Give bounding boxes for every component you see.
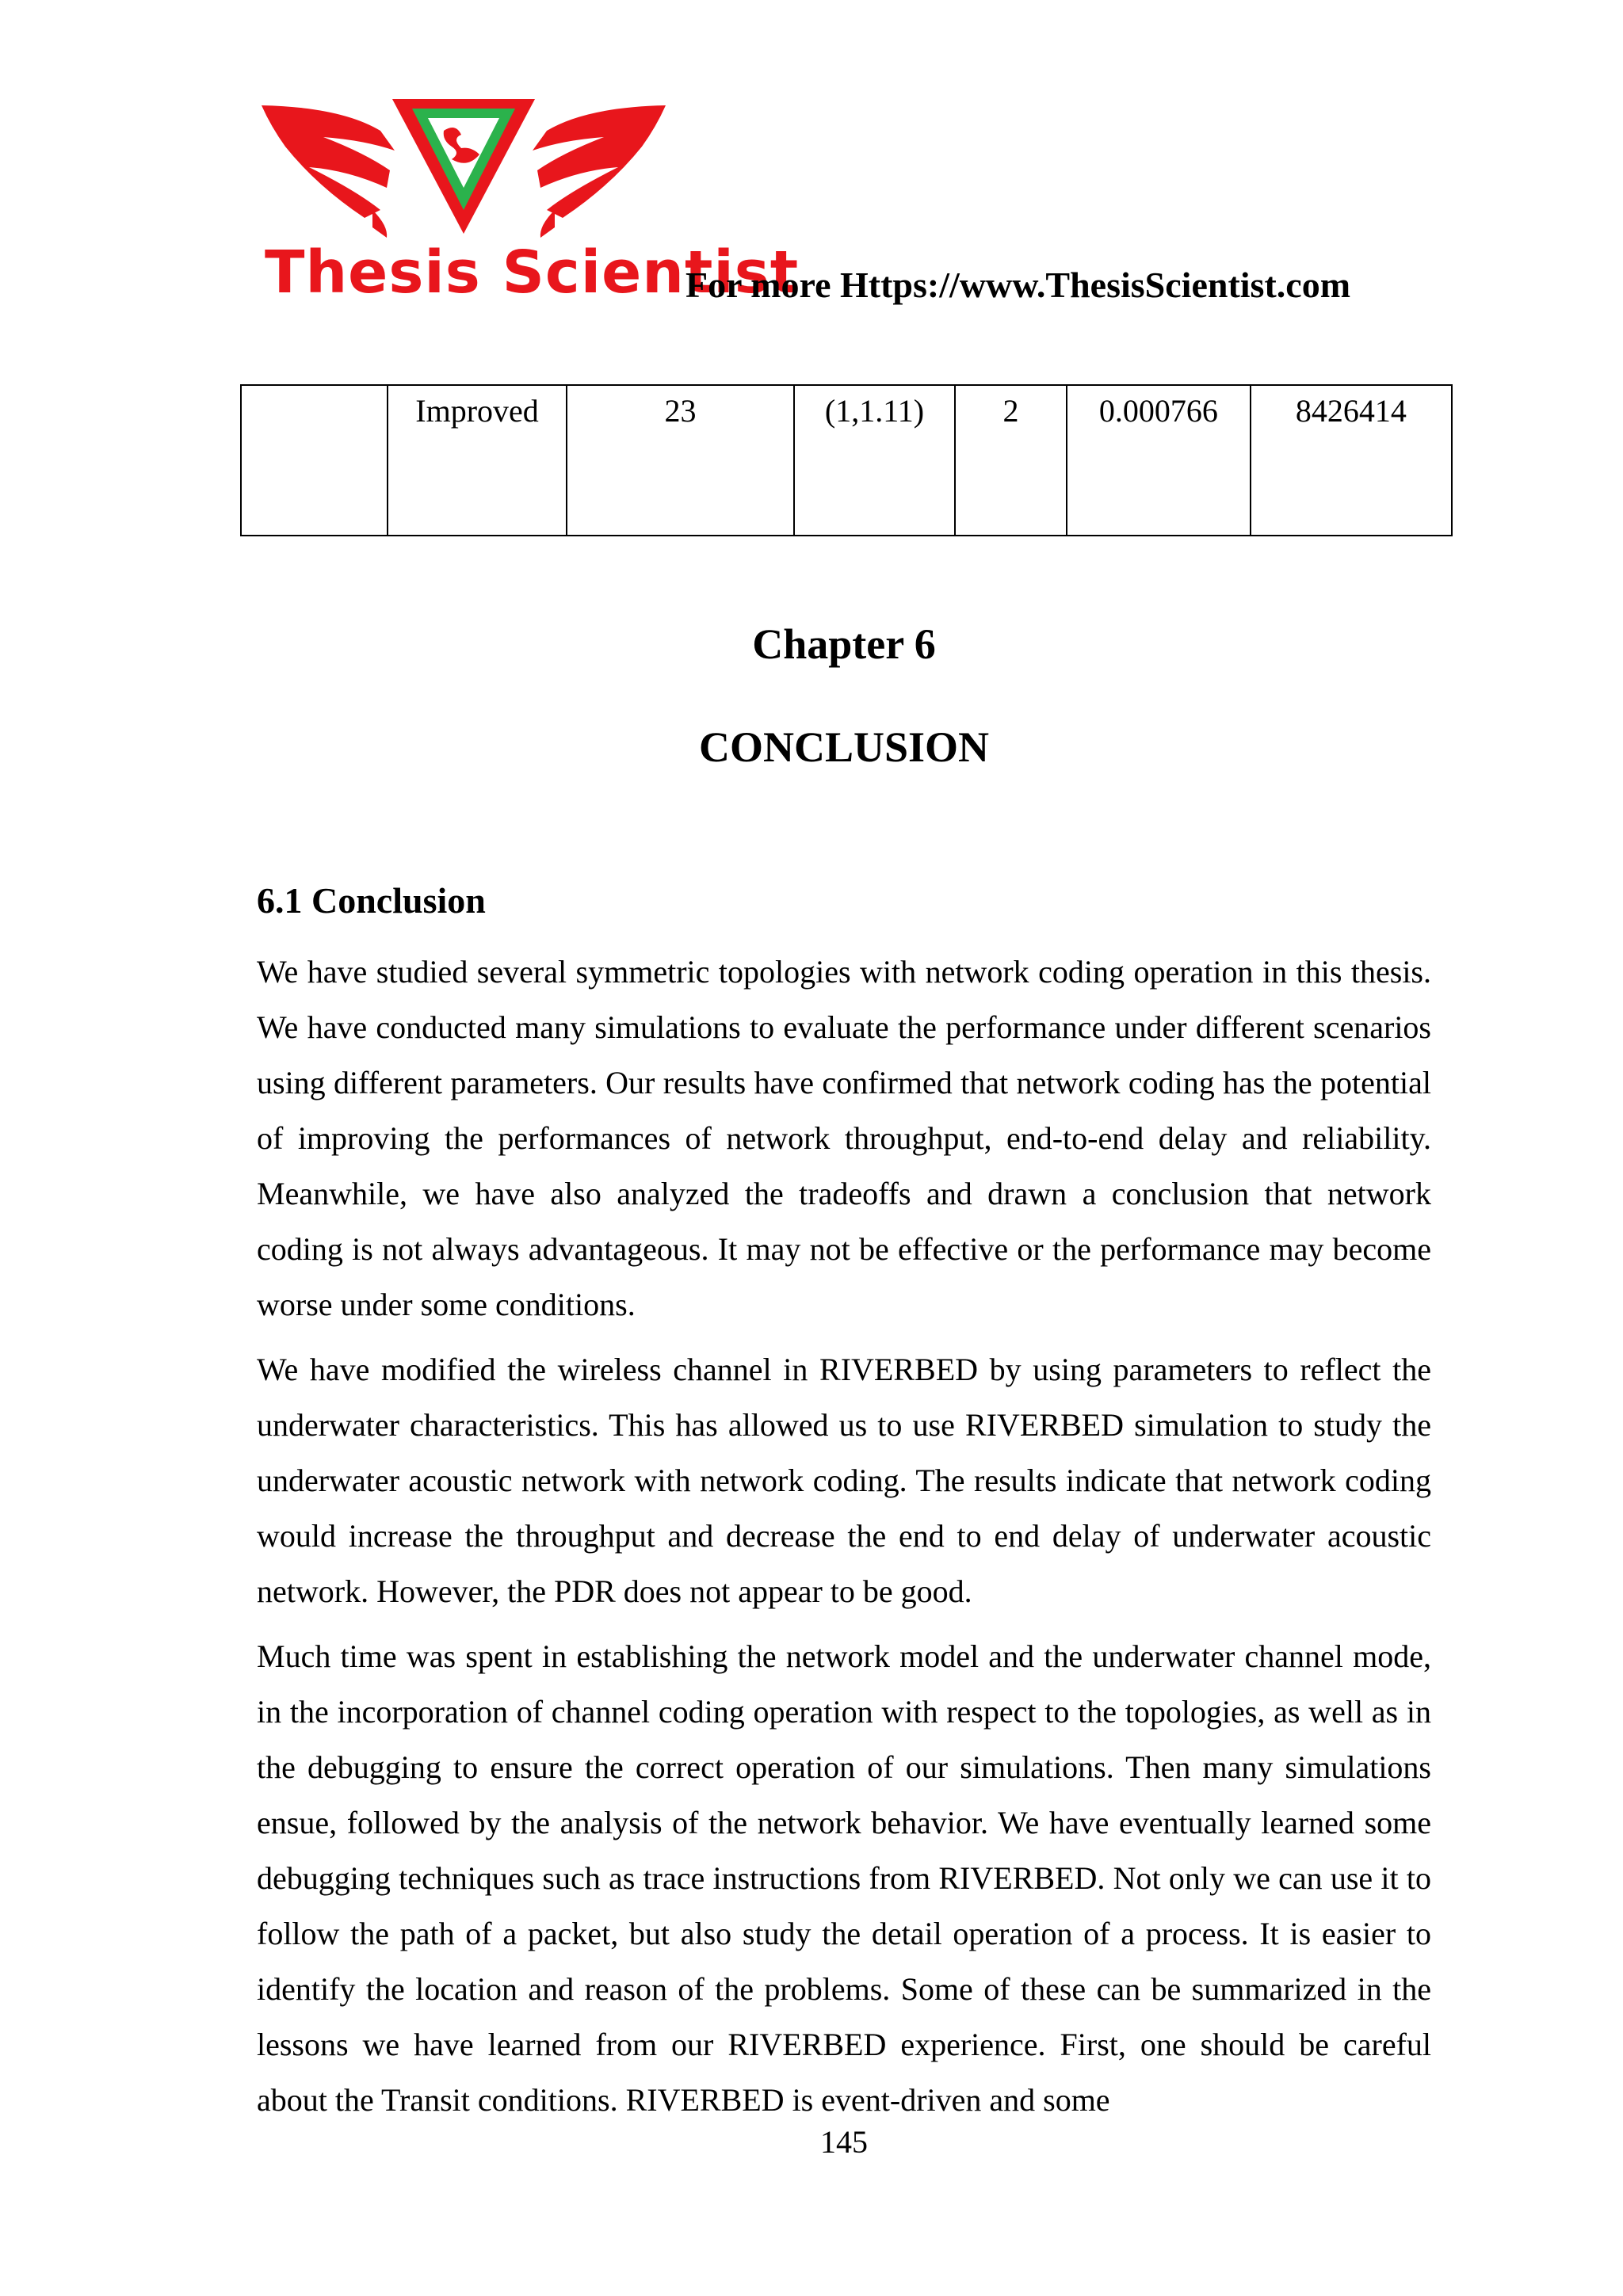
results-table [240,384,1453,536]
table-cell: 8426414 [1251,385,1452,536]
table-row [241,385,1452,536]
chapter-number: Chapter 6 [752,620,936,668]
paragraph: We have studied several symmetric topologies with network coding operation in this thesis. We have conducted many simulations to evaluate the performance under different scenarios using different parameters. Our results have confirmed that network coding has the potential of improving the performances of network throughput, end-to-end delay and reliability. Meanwhile, we have also analyzed the tradeoffs and drawn a conclusion that network coding is not always advantageous. It may not be effective or the performance may become worse under some conditions. [257,954,1431,1322]
logo-emblem-icon [254,91,674,242]
table-cell [241,385,388,536]
table-cell: Improved [388,385,567,536]
page-number: 145 [820,2124,868,2160]
website-link[interactable]: For more Https://www.ThesisScientist.com [685,265,1351,305]
page-header [254,91,1442,313]
paragraph: Much time was spent in establishing the network model and the underwater channel mode, in the incorporation of channel coding operation with respect to the topologies, as well as in the debugging to ensure the correct operation of our simulations. Then many simulations ensue, followed by the analysis of the network behavior. We have eventually learned some debugging techniques such as trace instructions from RIVERBED. Not only we can use it to follow the path of a packet, but also study the detail operation of a process. It is easier to identify the location and reason of the problems. Some of these can be summarized in the lessons we have learned from our RIVERBED experience. First, one should be careful about the Transit conditions. RIVERBED is event-driven and some [257,1638,1431,2118]
chapter-title: CONCLUSION [698,723,990,771]
table-cell: 2 [955,385,1067,536]
thesis-scientist-logo [254,91,800,309]
table-cell: 0.000766 [1067,385,1251,536]
logo-wordmark: Thesis Scientist [265,238,800,307]
body-text [257,944,1431,2138]
table-cell: 23 [567,385,794,536]
paragraph: We have modified the wireless channel in RIVERBED by using parameters to reflect the underwater characteristics. This has allowed us to use RIVERBED simulation to study the underwater acoustic network with network coding. The results indicate that network coding would increase the throughput and decrease the end to end delay of underwater acoustic network. However, the PDR does not appear to be good. [257,1352,1431,1609]
table-cell: (1,1.11) [794,385,955,536]
section-heading: 6.1 Conclusion [257,880,486,921]
